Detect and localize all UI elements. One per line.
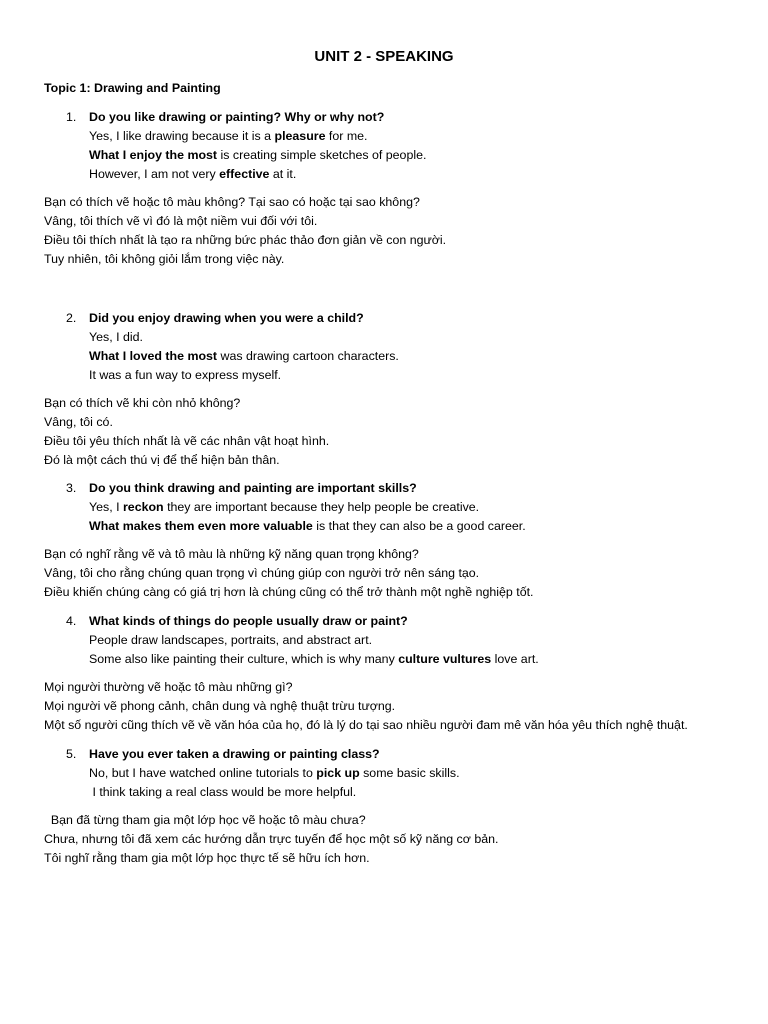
answer-line: What I enjoy the most is creating simple sketches of people. bbox=[89, 148, 427, 162]
page-title: UNIT 2 - SPEAKING bbox=[314, 48, 454, 65]
answer-line: What makes them even more valuable is that they can also be a good career. bbox=[89, 519, 526, 533]
translation-line: Bạn đã từng tham gia một lớp học vẽ hoặc tô màu chưa? bbox=[44, 813, 366, 827]
topic-heading: Topic 1: Drawing and Painting bbox=[44, 81, 221, 95]
translation-line: Một số người cũng thích vẽ về văn hóa của họ, đó là lý do tại sao nhiều người đam mê văn hóa yêu thích nghệ thuật. bbox=[44, 718, 688, 732]
question-text: Do you think drawing and painting are important skills? bbox=[89, 481, 417, 495]
translation-line: Vâng, tôi thích vẽ vì đó là một niềm vui đối với tôi. bbox=[44, 214, 318, 228]
question-number: 4. bbox=[66, 614, 77, 628]
question-text: Do you like drawing or painting? Why or why not? bbox=[89, 110, 385, 124]
translation-line: Điều tôi thích nhất là tạo ra những bức phác thảo đơn giản về con người. bbox=[44, 233, 447, 247]
answer-line: However, I am not very effective at it. bbox=[89, 167, 297, 181]
translation-line: Bạn có nghĩ rằng vẽ và tô màu là những kỹ năng quan trọng không? bbox=[44, 547, 419, 561]
answer-line: What I loved the most was drawing cartoon characters. bbox=[89, 349, 399, 363]
translation-line: Mọi người vẽ phong cảnh, chân dung và nghệ thuật trừu tượng. bbox=[44, 699, 396, 713]
answer-line: Yes, I did. bbox=[89, 330, 143, 344]
question-number: 3. bbox=[66, 481, 77, 495]
translation-line: Mọi người thường vẽ hoặc tô màu những gì? bbox=[44, 680, 293, 694]
translation-line: Bạn có thích vẽ khi còn nhỏ không? bbox=[44, 396, 241, 410]
answer-line: People draw landscapes, portraits, and abstract art. bbox=[89, 633, 373, 647]
question-text: What kinds of things do people usually draw or paint? bbox=[89, 614, 408, 628]
question-text: Have you ever taken a drawing or painting class? bbox=[89, 747, 380, 761]
answer-line: It was a fun way to express myself. bbox=[89, 368, 282, 382]
answer-line: No, but I have watched online tutorials to pick up some basic skills. bbox=[89, 766, 460, 780]
translation-line: Điều khiến chúng càng có giá trị hơn là chúng cũng có thể trở thành một nghề nghiệp tốt. bbox=[44, 585, 534, 599]
translation-line: Bạn có thích vẽ hoặc tô màu không? Tại sao có hoặc tại sao không? bbox=[44, 195, 420, 209]
answer-line: Yes, I like drawing because it is a pleasure for me. bbox=[89, 129, 368, 143]
question-number: 1. bbox=[66, 110, 77, 124]
translation-line: Tôi nghĩ rằng tham gia một lớp học thực tế sẽ hữu ích hơn. bbox=[44, 851, 370, 865]
answer-line: Some also like painting their culture, which is why many culture vultures love art. bbox=[89, 652, 539, 666]
translation-line: Điều tôi yêu thích nhất là vẽ các nhân vật hoạt hình. bbox=[44, 434, 330, 448]
answer-line: I think taking a real class would be more helpful. bbox=[89, 785, 357, 799]
question-number: 2. bbox=[66, 311, 77, 325]
question-number: 5. bbox=[66, 747, 77, 761]
translation-line: Tuy nhiên, tôi không giỏi lắm trong việc này. bbox=[44, 252, 285, 266]
answer-line: Yes, I reckon they are important because they help people be creative. bbox=[89, 500, 480, 514]
translation-line: Chưa, nhưng tôi đã xem các hướng dẫn trực tuyến để học một số kỹ năng cơ bản. bbox=[44, 832, 499, 846]
translation-line: Vâng, tôi có. bbox=[44, 415, 113, 429]
translation-line: Đó là một cách thú vị để thể hiện bản thân. bbox=[44, 453, 280, 467]
translation-line: Vâng, tôi cho rằng chúng quan trọng vì chúng giúp con người trở nên sáng tạo. bbox=[44, 566, 480, 580]
question-text: Did you enjoy drawing when you were a child? bbox=[89, 311, 364, 325]
